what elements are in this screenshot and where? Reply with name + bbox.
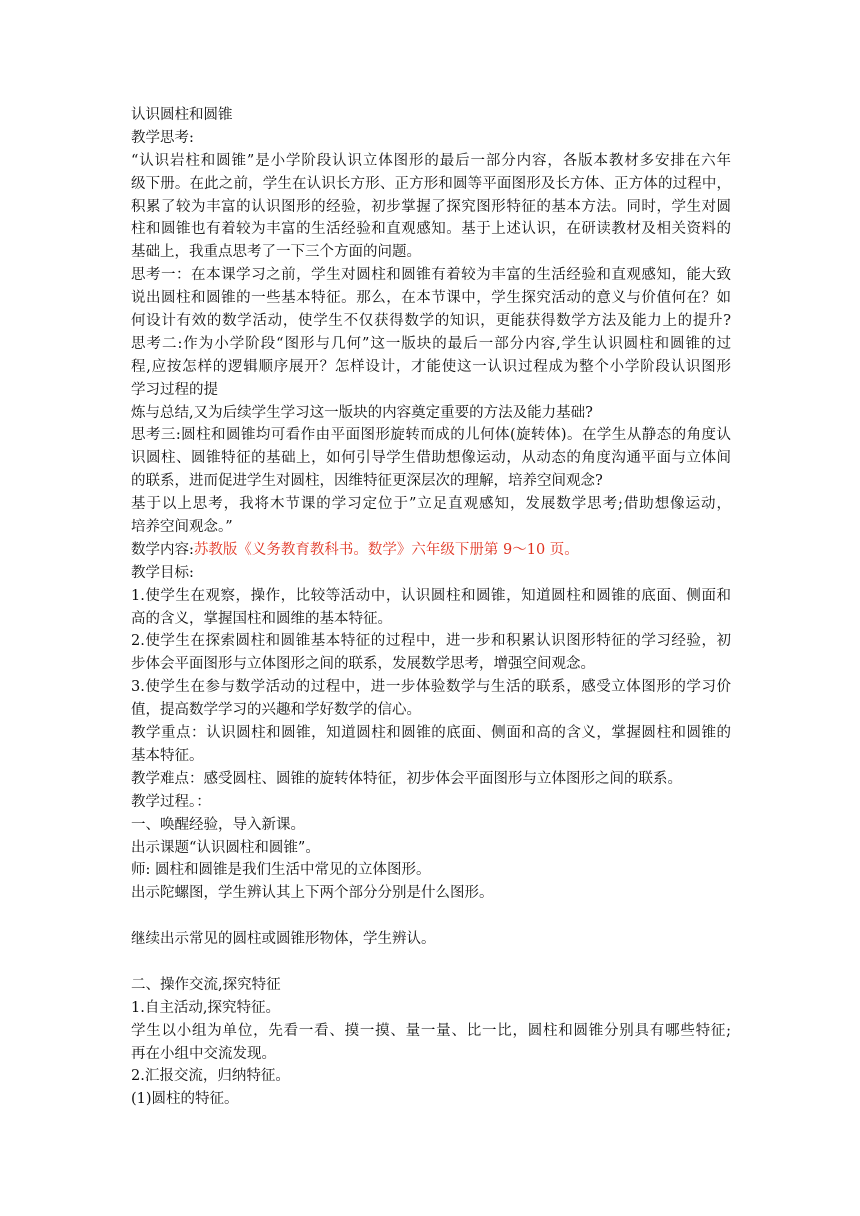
text-line: 值，提高数学学习的兴趣和学好数学的信心。 bbox=[131, 702, 421, 719]
text-line: 积累了较为丰富的认识图形的经验，初步掌握了探究图形特征的基本方法。同时，学生对圆 bbox=[131, 198, 731, 215]
text-line: 基于以上思考，我将木节课的学习定位于”立足直观感知，发展数学思考;借助想像运动， bbox=[131, 496, 731, 513]
document-body bbox=[131, 104, 731, 1111]
text-line: 步体会平面图形与立体图形之间的联系，发展数学思考，增强空间观念。 bbox=[131, 656, 595, 673]
text-line bbox=[131, 539, 731, 562]
text-line: 1.使学生在观察，操作，比较等活动中，认识圆柱和圆锥，知道圆柱和圆锥的底面、侧面和 bbox=[131, 587, 731, 604]
text-line: 识圆柱、圆锥特征的基础上，如何引导学生借助想像运动，从动态的角度沟通平面与立体间 bbox=[131, 450, 731, 467]
text-line: 教学重点：认识圆柱和圆锥，知道圆柱和圆锥的底面、侧面和高的含义，掌握圆柱和圆锥的 bbox=[131, 725, 731, 742]
text-line: 学生以小组为单位，先看一看、摸一摸、量一量、比一比，圆柱和圆锥分别具有哪些特征; bbox=[131, 1022, 731, 1039]
text-line: 基础上，我重点思考了一下三个方面的问题。 bbox=[131, 244, 421, 261]
text-line: 再在小组中交流发现。 bbox=[131, 1045, 276, 1062]
blank-line bbox=[131, 951, 731, 974]
text-line: “认识岩柱和圆锥”是小学阶段认识立体图形的最后一部分内容，各版本教材多安排在六年 bbox=[131, 152, 731, 169]
text-line: 出示课题“认识圆柱和圆锥”。 bbox=[131, 839, 320, 856]
text-line: 的联系，进而促进学生对圆柱，因维特征更深层次的理解，培养空间观念? bbox=[131, 473, 603, 490]
text-line: 继续出示常见的圆柱或圆锥形物体，学生辨认。 bbox=[131, 931, 436, 948]
text-line: 师: 圆柱和圆锥是我们生活中常见的立体图形。 bbox=[131, 862, 431, 879]
text-line-label: 数学内容: bbox=[131, 541, 194, 558]
text-line: 二、操作交流,探究特征 bbox=[131, 976, 281, 993]
text-line: 2.汇报交流，归纳特征。 bbox=[131, 1068, 290, 1085]
text-line: 程,应按怎样的逻辑顺序展开？怎样设计，才能使这一认识过程成为整个小学阶段认识图形 bbox=[131, 358, 731, 375]
text-line: 教学思考: bbox=[131, 129, 194, 146]
blank-line bbox=[131, 905, 731, 928]
text-line: 教学目标: bbox=[131, 564, 194, 581]
text-line: 培养空间观念。” bbox=[131, 519, 233, 536]
text-line: 思考一：在本课学习之前，学生对圆柱和圆锥有着较为丰富的生活经验和直观感知，能大致 bbox=[131, 267, 731, 284]
text-line: 炼与总结,又为后续学生学习这一版块的内容奠定重要的方法及能力基础? bbox=[131, 404, 593, 421]
highlighted-text: 苏教版《义务教育教科书。数学》六年级下册第 9～10 页。 bbox=[193, 541, 579, 558]
document-page bbox=[131, 104, 731, 1111]
text-line: 出示陀螺图，学生辨认其上下两个部分分别是什么图形。 bbox=[131, 885, 494, 902]
document-title: 认识圆柱和圆锥 bbox=[131, 107, 233, 123]
text-line: 说出圆柱和圆锥的一些基本特征。那么，在本节课中，学生探究活动的意义与价值何在？如 bbox=[131, 290, 731, 307]
text-line: 级下册。在此之前，学生在认识长方形、正方形和圆等平面图形及长方体、正方体的过程中， bbox=[131, 175, 731, 192]
text-line: 思考二:作为小学阶段“图形与几何”这一版块的最后一部分内容,学生认识圆柱和圆锥的过 bbox=[131, 335, 731, 352]
text-line: 一、唤醒经验，导入新课。 bbox=[131, 816, 305, 833]
text-line: 3.使学生在参与数学活动的过程中，进一步体验数学与生活的联系，感受立体图形的学习价 bbox=[131, 679, 731, 696]
text-line: 1.自主活动,探究特征。 bbox=[131, 999, 280, 1016]
text-line: 教学过程。： bbox=[131, 793, 211, 810]
text-line: 基本特征。 bbox=[131, 747, 204, 764]
text-line: 何设计有效的数学活动，使学生不仅获得数学的知识，更能获得数学方法及能力上的提升? bbox=[131, 313, 731, 330]
text-line: 学习过程的提 bbox=[131, 381, 218, 398]
text-line: 柱和圆锥也有着较为丰富的生活经验和直观感知。基于上述认识，在研读教材及相关资料的 bbox=[131, 221, 731, 238]
text-line: 2.使学生在探索圆柱和圆锥基本特征的过程中，进一步和积累认识图形特征的学习经验，初 bbox=[131, 633, 731, 650]
text-line: 教学难点：感受圆柱、圆锥的旋转体特征，初步体会平面图形与立体图形之间的联系。 bbox=[131, 770, 682, 787]
text-line: 高的含义，掌握国柱和圆维的基本特征。 bbox=[131, 610, 392, 627]
text-line: 思考三:圆柱和圆锥均可看作由平面图形旋转而成的儿何体(旋转体)。在学生从静态的角度认 bbox=[131, 427, 731, 444]
text-line: (1)圆柱的特征。 bbox=[131, 1091, 239, 1108]
